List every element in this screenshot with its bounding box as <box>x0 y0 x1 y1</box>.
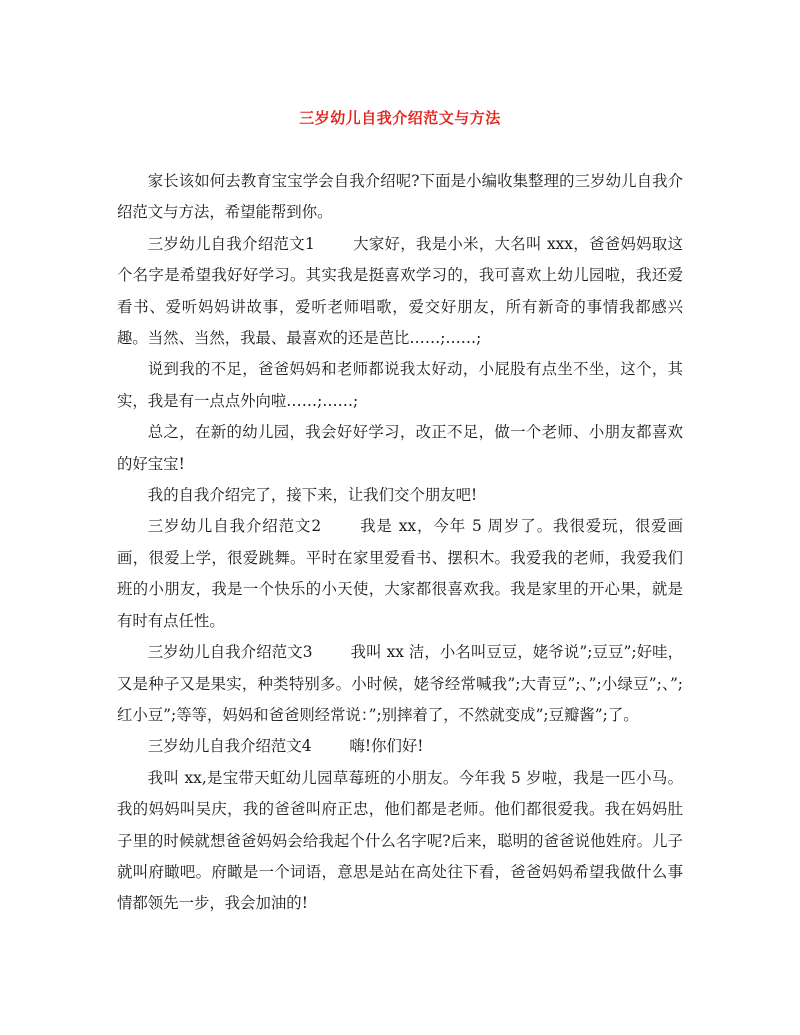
sample-1-text: 大家好，我是小米，大名叫 xxx，爸爸妈妈取这个名字是希望我好好学习。其实我是挺喜欢学习的，我可喜欢上幼儿园啦，我还爱看书、爱听妈妈讲故事，爱听老师唱歌，爱交好朋友，所有新奇的事情我都感兴趣。当然、当然，我最、最喜欢的还是芭比……;……; <box>117 234 684 348</box>
sample-3-heading: 三岁幼儿自我介绍范文3 <box>147 643 313 662</box>
sample-1-paragraph-4: 我的自我介绍完了，接下来，让我们交个朋友吧! <box>147 486 478 505</box>
sample-2-paragraph <box>117 511 683 637</box>
sample-1-heading: 三岁幼儿自我介绍范文1 <box>147 234 315 253</box>
sample-3-text: 我叫 xx 洁，小名叫豆豆，姥爷说”;豆豆”;好哇，又是种子又是果实，种类特别多。小时候，姥爷经常喊我”;大青豆”;、”;小绿豆”;、”;红小豆”;等等，妈妈和爸爸则经常说：”;别摔着了，不然就变成”;豆瓣酱”;了。 <box>117 643 683 724</box>
document-body <box>117 166 683 920</box>
sample-2-text: 我是 xx，今年 5 周岁了。我很爱玩，很爱画画，很爱上学，很爱跳舞。平时在家里爱看书、摆积木。我爱我的老师，我爱我们班的小朋友，我是一个快乐的小天使，大家都很喜欢我。我是家里的开心果，就是有时有点任性。 <box>117 517 683 630</box>
sample-4-paragraph <box>117 731 683 762</box>
sample-4-heading: 三岁幼儿自我介绍范文4 <box>147 737 312 756</box>
sample-3-paragraph <box>117 637 683 731</box>
sample-1-paragraph-2: 说到我的不足，爸爸妈妈和老师都说我太好动，小屁股有点坐不坐，这个，其实，我是有一点点外向啦……;……; <box>117 360 683 410</box>
sample-4-text: 嗨!你们好! <box>349 737 424 756</box>
sample-1-paragraph-3: 总之，在新的幼儿园，我会好好学习，改正不足，做一个老师、小朋友都喜欢的好宝宝! <box>117 423 683 473</box>
sample-2-heading: 三岁幼儿自我介绍范文2 <box>147 517 322 536</box>
document-title: 三岁幼儿自我介绍范文与方法 <box>299 109 501 127</box>
intro-paragraph: 家长该如何去教育宝宝学会自我介绍呢?下面是小编收集整理的三岁幼儿自我介绍范文与方法，希望能帮到你。 <box>117 172 683 222</box>
sample-1-paragraph <box>117 229 683 355</box>
sample-4-paragraph-2: 我叫 xx,是宝带天虹幼儿园草莓班的小朋友。今年我 5 岁啦，我是一匹小马。我的妈妈叫吴庆，我的爸爸叫府正忠，他们都是老师。他们都很爱我。我在妈妈肚子里的时候就想爸爸妈妈会给我起个什么名字呢?后来，聪明的爸爸说他姓府。儿子就叫府瞰吧。府瞰是一个词语，意思是站在高处往下看，爸爸妈妈希望我做什么事情都领先一步，我会加油的! <box>117 768 683 913</box>
